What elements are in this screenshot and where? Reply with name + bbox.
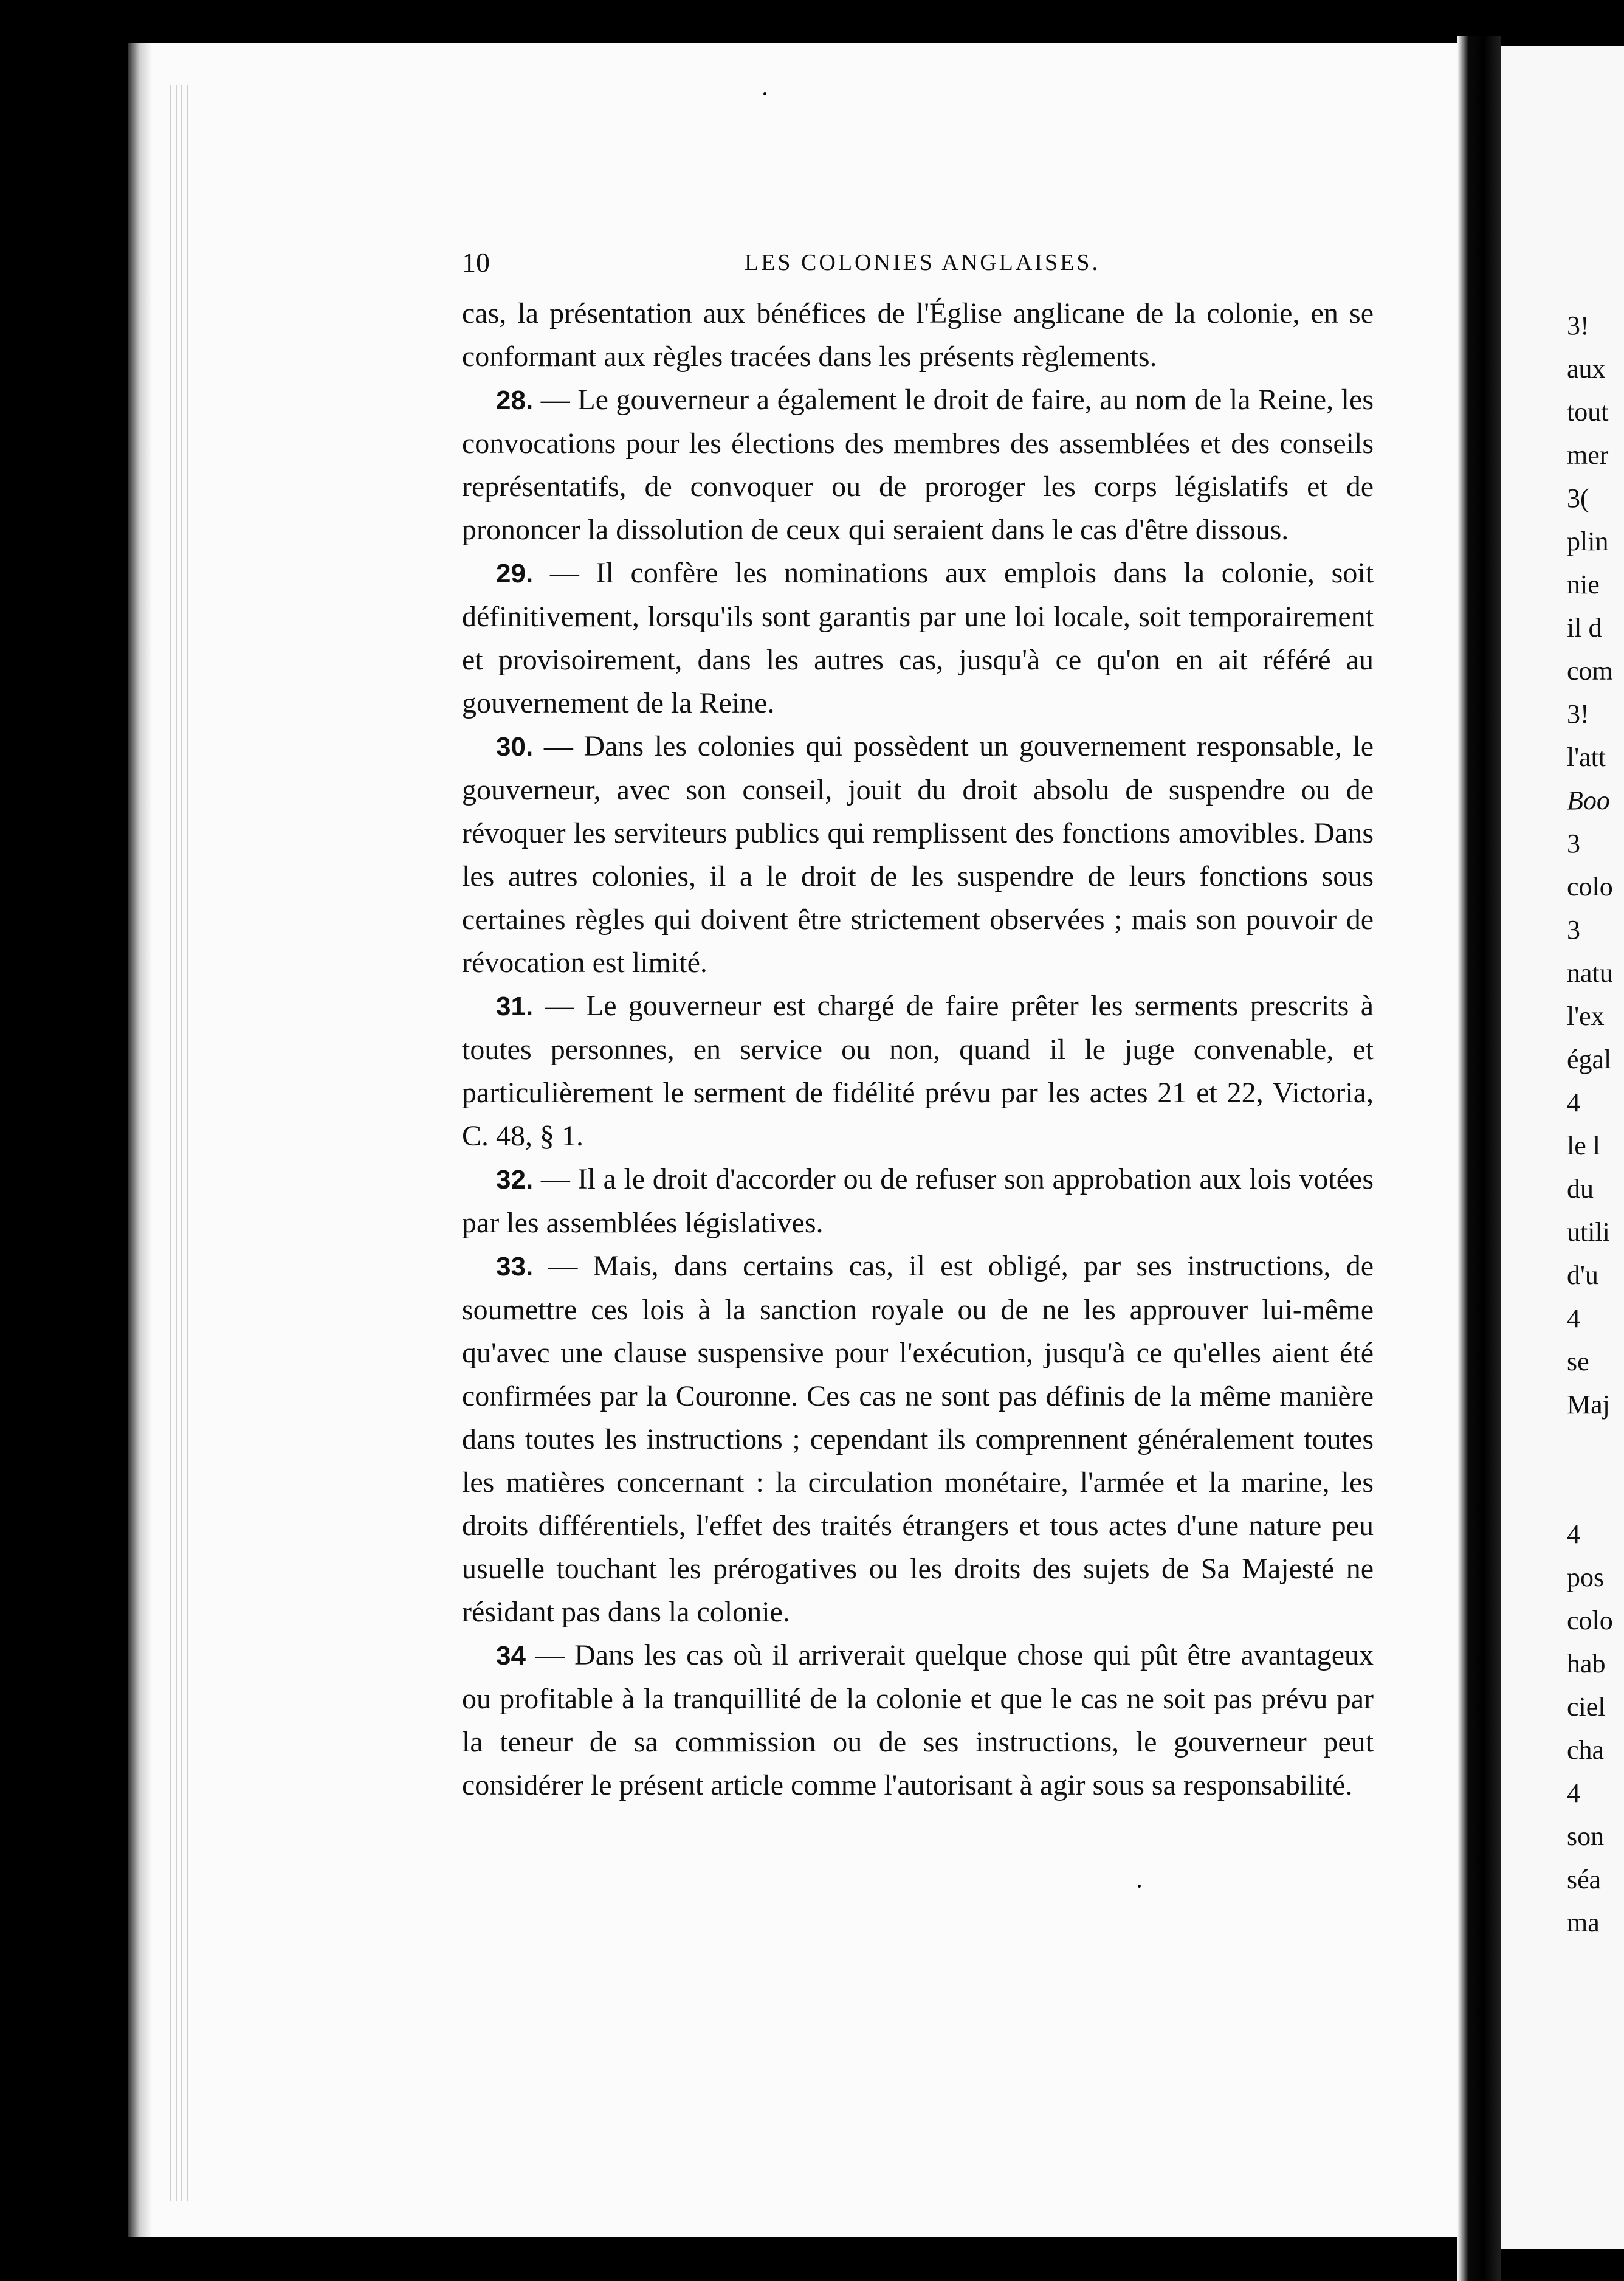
facing-page-line: 4	[1567, 1778, 1580, 1808]
article-text: — Dans les cas où il arriverait quelque chose qui pût être avantageux ou profitable à la tranquillité de la colonie et que le cas ne soit pas prévu par la teneur de sa commission ou de ses instructions, le gouverneur peut considérer le présent article comme l'autorisant à agir sous sa responsabilité.	[462, 1639, 1374, 1801]
facing-page-line: utili	[1567, 1217, 1610, 1247]
facing-page-line: com	[1567, 656, 1613, 686]
facing-page-line: tout	[1567, 397, 1609, 427]
article-paragraph	[462, 984, 1374, 1158]
binding-edge	[170, 85, 188, 2201]
ink-speck	[1138, 1885, 1141, 1888]
facing-page-line: Boo	[1567, 785, 1610, 815]
facing-page-line: séa	[1567, 1865, 1602, 1894]
article-paragraph	[462, 1158, 1374, 1244]
article-paragraph	[462, 1244, 1374, 1634]
facing-page-line: le l	[1567, 1131, 1600, 1161]
facing-page-line: Maj	[1567, 1390, 1610, 1420]
article-text: cas, la présentation aux bénéfices de l'Église anglicane de la colonie, en se conformant aux règles tracées dans les présents règlements.	[462, 297, 1374, 373]
book-gutter	[1457, 36, 1501, 2281]
facing-page-line: ma	[1567, 1908, 1600, 1938]
article-paragraph	[462, 292, 1374, 378]
facing-page-line: 4	[1567, 1088, 1580, 1117]
article-number: 33.	[496, 1252, 534, 1282]
article-paragraph	[462, 378, 1374, 551]
facing-page-line: 3!	[1567, 311, 1589, 340]
article-number: 32.	[496, 1165, 534, 1195]
article-text: — Le gouverneur a également le droit de faire, au nom de la Reine, les convocations pour les élections des membres des assemblées et des conseils représentatifs, de convoquer ou de proroger les corps législatifs et de prononcer la dissolution de ceux qui seraient dans le cas d'être dissous.	[462, 384, 1374, 546]
article-text: — Il a le droit d'accorder ou de refuser son approbation aux lois votées par les assemblées législatives.	[462, 1163, 1374, 1239]
facing-page-line: il d	[1567, 613, 1602, 643]
article-paragraph	[462, 551, 1374, 725]
facing-page-line: son	[1567, 1821, 1605, 1851]
facing-page-line: 4	[1567, 1303, 1580, 1333]
facing-page-line: pos	[1567, 1562, 1605, 1592]
facing-page-line: colo	[1567, 872, 1613, 902]
facing-page-line: l'ex	[1567, 1001, 1605, 1031]
facing-page-line: ciel	[1567, 1692, 1606, 1722]
facing-page-line: 3	[1567, 829, 1580, 858]
facing-page-line: aux	[1567, 354, 1606, 384]
body-text	[462, 292, 1374, 1807]
page-number: 10	[462, 247, 490, 278]
article-paragraph	[462, 725, 1374, 984]
facing-page-line	[1567, 1426, 1624, 1469]
facing-page-line: natu	[1567, 958, 1613, 988]
page-edge-shadow	[128, 43, 152, 2237]
facing-page-line: d'u	[1567, 1260, 1598, 1290]
running-head: LES COLONIES ANGLAISES.	[745, 250, 1100, 275]
facing-page-text	[1567, 304, 1624, 1944]
facing-page-line: nie	[1567, 570, 1600, 599]
article-text: — Il confère les nominations aux emplois dans la colonie, soit définitivement, lorsqu'ils sont garantis par une loi locale, soit temporairement et provisoirement, dans les autres cas, jusqu'à ce qu'on en ait référé au gouvernement de la Reine.	[462, 557, 1374, 719]
facing-page-line: du	[1567, 1174, 1594, 1204]
article-number: 30.	[496, 732, 534, 762]
facing-page-line: 4	[1567, 1519, 1580, 1549]
article-number: 34	[496, 1641, 526, 1671]
facing-page-line: colo	[1567, 1606, 1613, 1635]
article-text: — Dans les colonies qui possèdent un gouvernement responsable, le gouverneur, avec son conseil, jouit du droit absolu de suspendre ou de révoquer les serviteurs publics qui remplissent des fonctions amovibles. Dans les autres colonies, il a le droit de les suspendre de leurs fonctions sous certaines règles qui doivent être strictement observées ; mais son pouvoir de révocation est limité.	[462, 730, 1374, 979]
facing-page-line: mer	[1567, 440, 1609, 470]
article-number: 29.	[496, 559, 534, 588]
article-text: — Le gouverneur est chargé de faire prêter les serments prescrits à toutes personnes, en service ou non, quand il le juge convenable, et particulièrement le serment de fidélité prévu par les actes 21 et 22, Victoria, C. 48, § 1.	[462, 990, 1374, 1152]
facing-page-line: 3(	[1567, 483, 1589, 513]
facing-page-line: cha	[1567, 1735, 1605, 1765]
article-text: — Mais, dans certains cas, il est obligé, par ses instructions, de soumettre ces lois à la sanction royale ou de ne les approuver lui-même qu'avec une clause suspensive pour l'exécution, jusqu'à ce qu'elles aient été confirmées par la Couronne. Ces cas ne sont pas définis de la même manière dans toutes les instructions ; cependant ils comprennent généralement toutes les matières concernant : la circulation monétaire, l'armée et la marine, les droits différentiels, l'effet des traités étrangers et tous actes d'une nature peu usuelle touchant les prérogatives ou les droits des sujets de Sa Majesté ne résidant pas dans la colonie.	[462, 1250, 1374, 1628]
facing-page-line: plin	[1567, 526, 1609, 556]
article-paragraph	[462, 1634, 1374, 1807]
ink-speck	[763, 92, 766, 95]
facing-page-line: égal	[1567, 1044, 1612, 1074]
ink-speck	[1077, 4, 1086, 12]
article-number: 28.	[496, 385, 534, 415]
facing-page-line: 3!	[1567, 699, 1589, 729]
facing-page-line: l'att	[1567, 742, 1606, 772]
facing-page-line: se	[1567, 1347, 1589, 1376]
facing-page-line	[1567, 1469, 1624, 1513]
facing-page-line: hab	[1567, 1649, 1606, 1679]
facing-page-line: 3	[1567, 915, 1580, 945]
article-number: 31.	[496, 992, 534, 1021]
